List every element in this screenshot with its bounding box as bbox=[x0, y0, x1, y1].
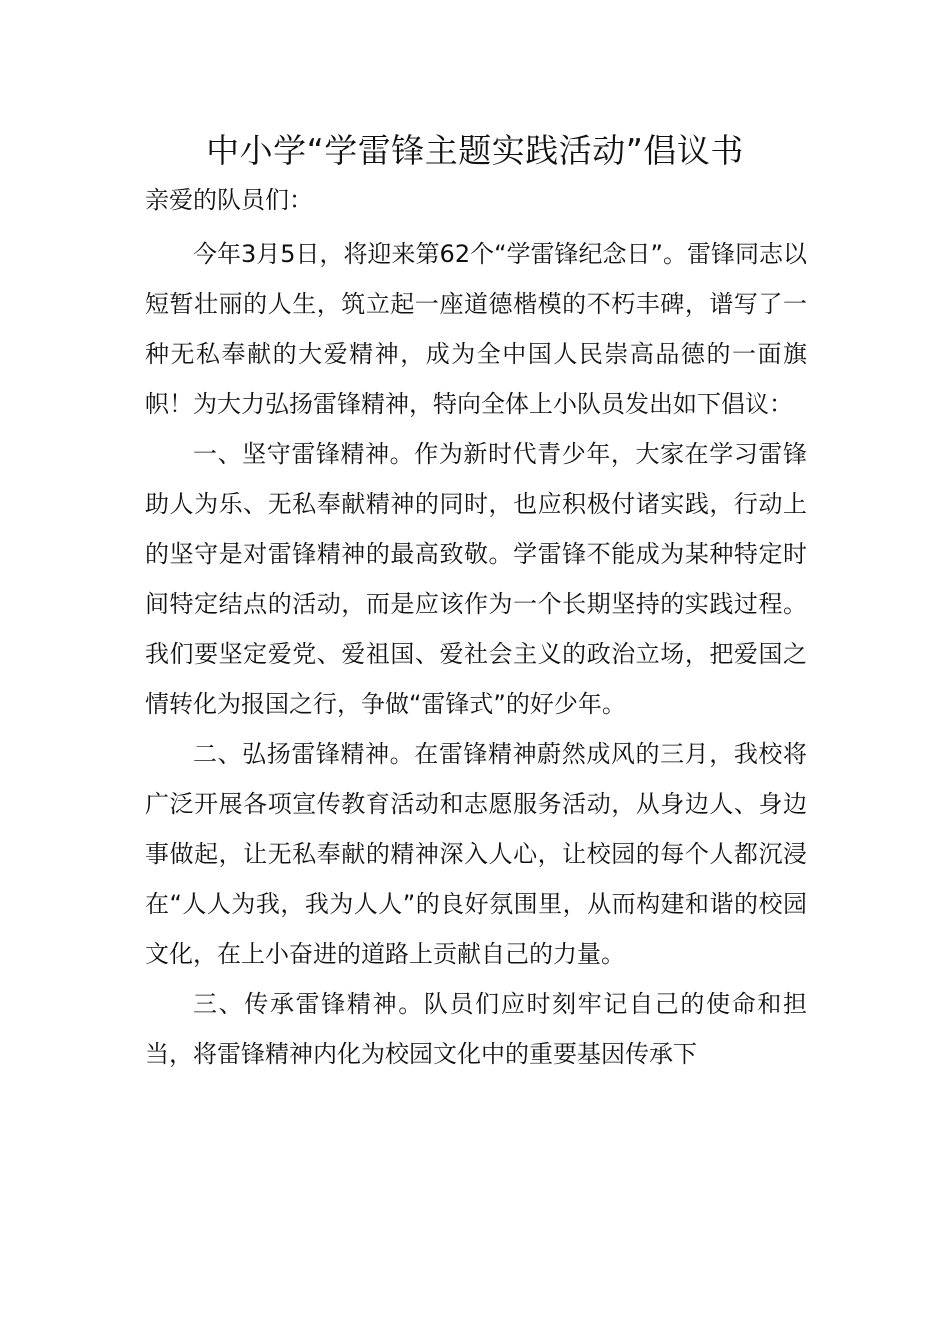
salutation: 亲爱的队员们： bbox=[145, 186, 313, 214]
paragraph-point-two: 二、弘扬雷锋精神。在雷锋精神蔚然成风的三月，我校将广泛开展各项宣传教育活动和志愿服务活动，从身边人、身边事做起，让无私奉献的精神深入人心，让校园的每个人都沉浸在“人人为我，我为人人”的良好氛围里，从而构建和谐的校园文化，在上小奋进的道路上贡献自己的力量。 bbox=[145, 740, 807, 968]
document-title: 中小学“学雷锋主题实践活动”倡议书 bbox=[206, 131, 744, 170]
paragraph-point-one: 一、坚守雷锋精神。作为新时代青少年，大家在学习雷锋助人为乐、无私奉献精神的同时，也应积极付诸实践，行动上的坚守是对雷锋精神的最高致敬。学雷锋不能成为某种特定时间特定结点的活动，而是应该作为一个长期坚持的实践过程。我们要坚定爱党、爱祖国、爱社会主义的政治立场，把爱国之情转化为报国之行，争做“雷锋式”的好少年。 bbox=[145, 440, 807, 718]
paragraph-intro: 今年3月5日，将迎来第62个“学雷锋纪念日”。雷锋同志以短暂壮丽的人生，筑立起一座道德楷模的不朽丰碑，谱写了一种无私奉献的大爱精神，成为全中国人民崇高品德的一面旗帜！为大力弘扬雷锋精神，特向全体上小队员发出如下倡议： bbox=[145, 240, 807, 418]
document-body bbox=[145, 229, 807, 1079]
paragraph-point-three: 三、传承雷锋精神。队员们应时刻牢记自己的使命和担当，将雷锋精神内化为校园文化中的重要基因传承下 bbox=[145, 990, 807, 1068]
